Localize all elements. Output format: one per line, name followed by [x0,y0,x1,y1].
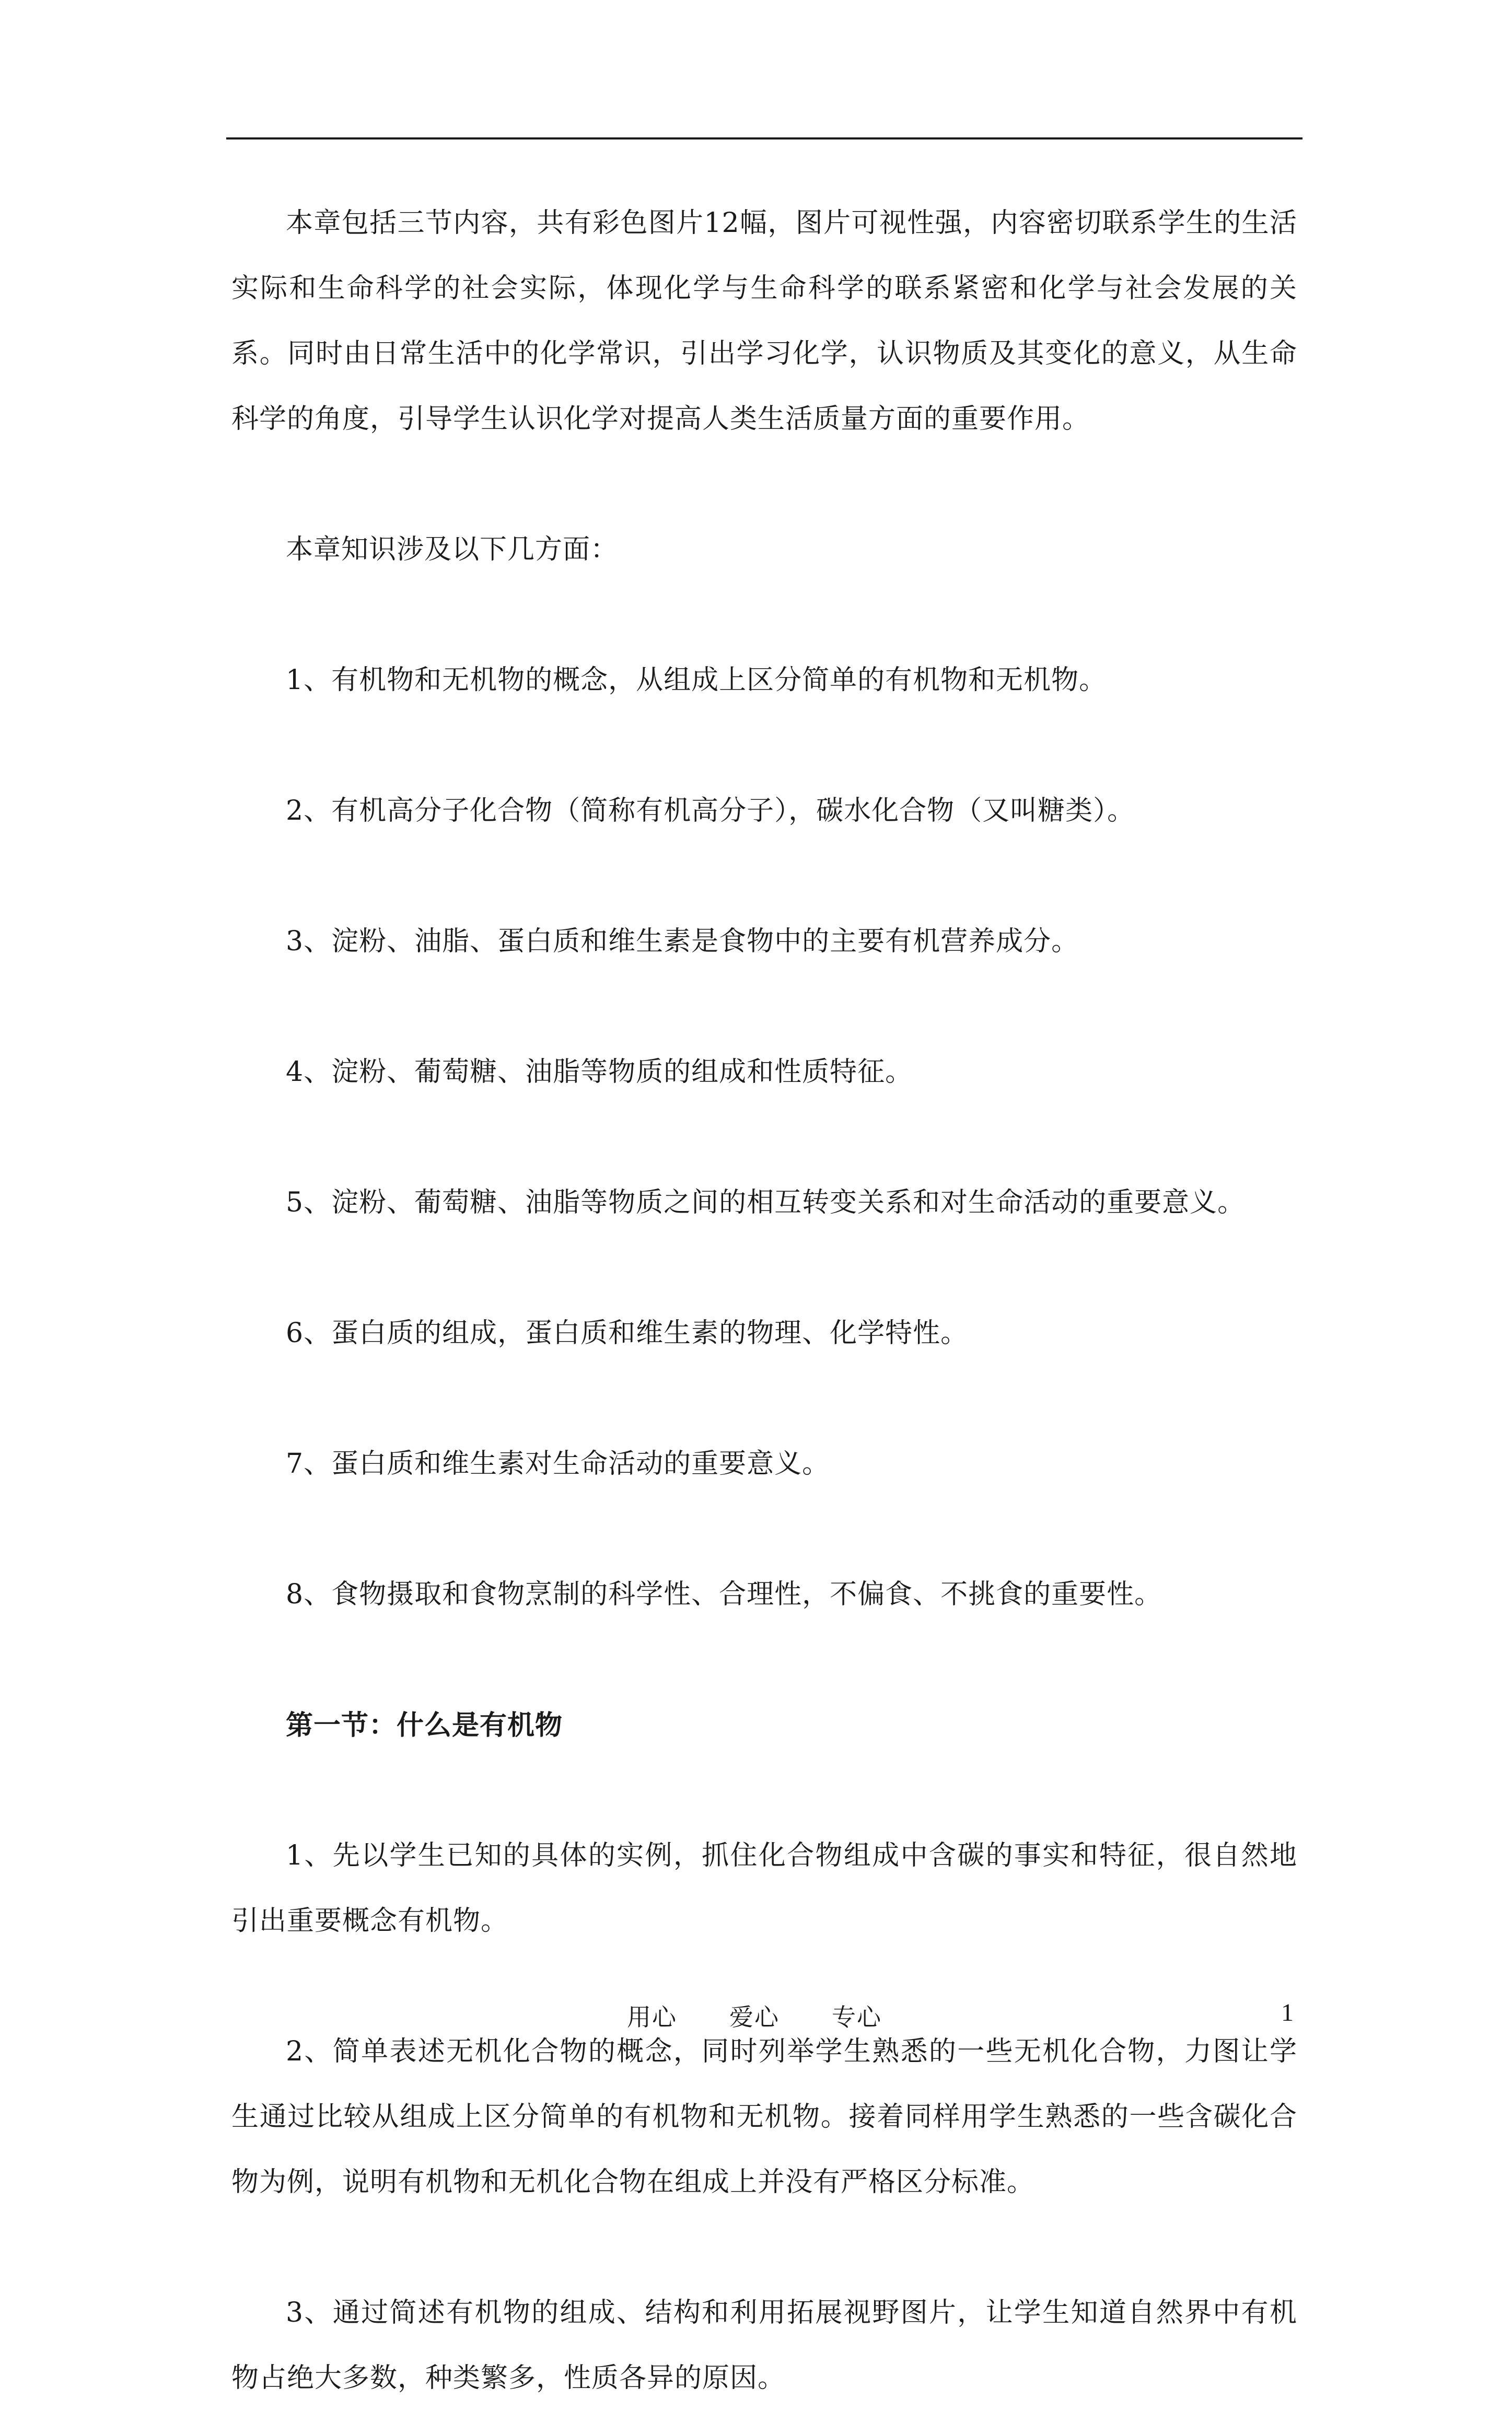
footer-motto-word: 专心 [832,2003,882,2031]
list-item: 6、蛋白质的组成，蛋白质和维生素的物理、化学特性。 [286,1318,969,1349]
section-heading: 第一节：什么是有机物 [286,1709,563,1741]
section-paragraph: 1、先以学生已知的具体的实例，抓住化合物组成中含碳的事实和特征，很自然地引出重要概念有机物。 [231,1840,1297,1937]
list-item: 3、淀粉、油脂、蛋白质和维生素是食物中的主要有机营养成分。 [286,926,1079,957]
page-footer [0,1998,1512,2035]
knowledge-intro: 本章知识涉及以下几方面： [286,534,619,565]
footer-motto-word: 用心 [627,2003,677,2031]
list-item: 8、食物摄取和食物烹制的科学性、合理性，不偏食、不挑食的重要性。 [286,1579,1162,1610]
header-rule [226,137,1302,139]
section-paragraph: 3、通过简述有机物的组成、结构和利用拓展视野图片，让学生知道自然界中有机物占绝大多数，种类繁多，性质各异的原因。 [231,2297,1297,2394]
section-paragraph: 2、简单表述无机化合物的概念，同时列举学生熟悉的一些无机化合物，力图让学生通过比较从组成上区分简单的有机物和无机物。接着同样用学生熟悉的一些含碳化合物为例，说明有机物和无机化合物在组成上并没有严格区分标准。 [231,2036,1297,2198]
intro-paragraph: 本章包括三节内容，共有彩色图片12幅，图片可视性强，内容密切联系学生的生活实际和生命科学的社会实际，体现化学与生命科学的联系紧密和化学与社会发展的关系。同时由日常生活中的化学常识，引出学习化学，认识物质及其变化的意义，从生命科学的角度，引导学生认识化学对提高人类生活质量方面的重要作用。 [231,207,1297,435]
list-item: 4、淀粉、葡萄糖、油脂等物质的组成和性质特征。 [286,1056,913,1088]
list-item: 7、蛋白质和维生素对生命活动的重要意义。 [286,1448,830,1480]
list-item: 5、淀粉、葡萄糖、油脂等物质之间的相互转变关系和对生命活动的重要意义。 [286,1187,1246,1218]
document-body [231,191,1297,2411]
list-item: 1、有机物和无机物的概念，从组成上区分简单的有机物和无机物。 [286,665,1107,696]
footer-motto [627,1998,934,2033]
page-number: 1 [1281,1999,1294,2026]
footer-motto-word: 爱心 [729,2003,780,2031]
list-item: 2、有机高分子化合物（简称有机高分子），碳水化合物（又叫糖类）。 [286,795,1135,826]
